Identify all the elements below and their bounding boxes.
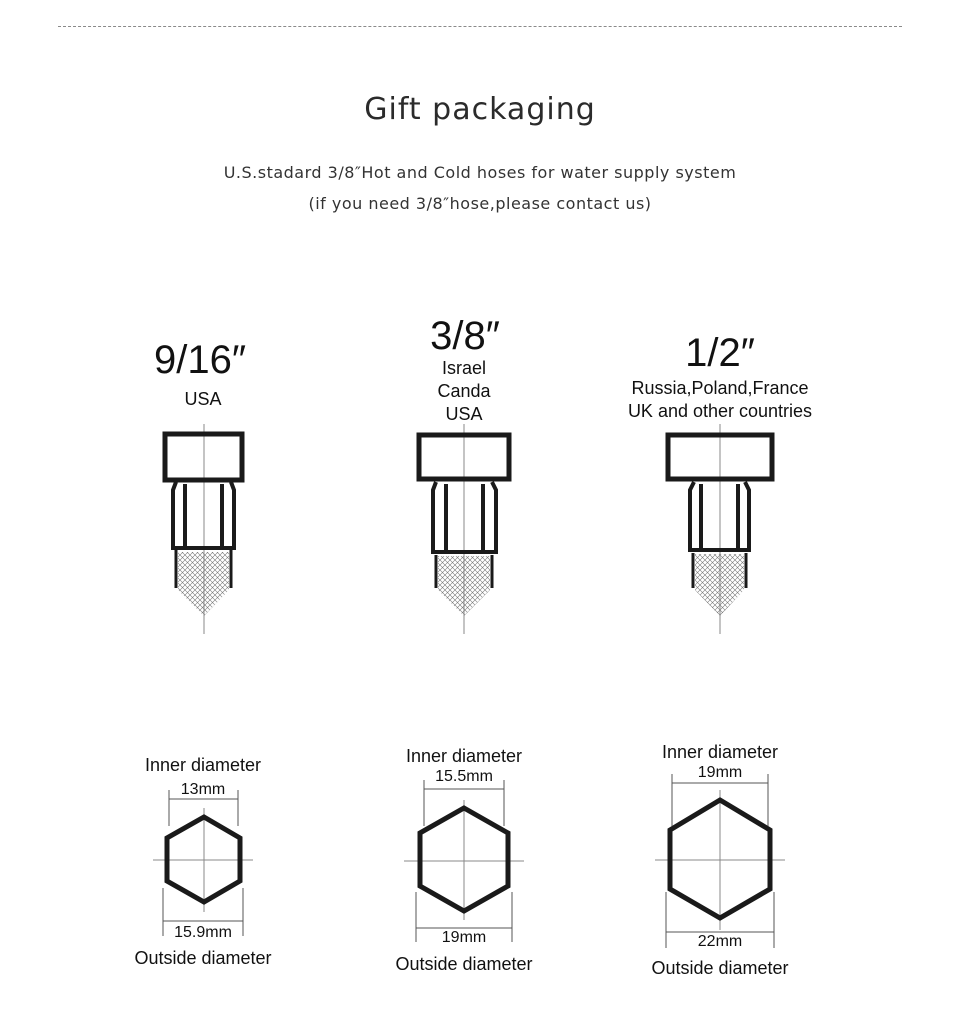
country-label: USA [184,389,222,409]
country-label: USA [445,404,483,424]
size-label-9-16: 9/16″ [153,338,246,382]
outside-diameter-label: Outside diameter [134,948,272,968]
size-label-3-8: 3/8″ [430,314,500,358]
page-title: Gift packaging [364,92,596,127]
fitting-9-16-side-view [165,424,242,634]
hexagon-section-19mm [655,774,785,948]
inner-diameter-value: 13mm [180,781,226,798]
inner-diameter-label: Inner diameter [661,742,779,762]
country-label: Russia,Poland,France [631,378,809,398]
outer-diameter-value: 19mm [441,929,487,946]
country-label: UK and other countries [627,401,813,421]
inner-diameter-label: Inner diameter [405,746,523,766]
country-label: Canda [437,381,491,401]
subtitle-line-2: (if you need 3/8″hose,please contact us) [308,194,652,213]
country-label: Israel [441,358,486,378]
outside-diameter-label: Outside diameter [395,954,533,974]
hexagon-section-13mm [153,790,253,936]
subtitle-line-1: U.S.stadard 3/8″Hot and Cold hoses for water supply system [223,163,737,182]
outside-diameter-label: Outside diameter [651,958,789,978]
hexagon-section-15-5mm [404,780,524,942]
inner-diameter-label: Inner diameter [144,755,262,775]
inner-diameter-value: 19mm [697,764,743,781]
fitting-1-2-side-view [668,424,772,634]
outer-diameter-value: 15.9mm [174,924,232,941]
fitting-3-8-side-view [419,424,509,634]
size-label-1-2: 1/2″ [685,331,755,375]
outer-diameter-value: 22mm [697,933,743,950]
inner-diameter-value: 15.5mm [435,768,493,785]
